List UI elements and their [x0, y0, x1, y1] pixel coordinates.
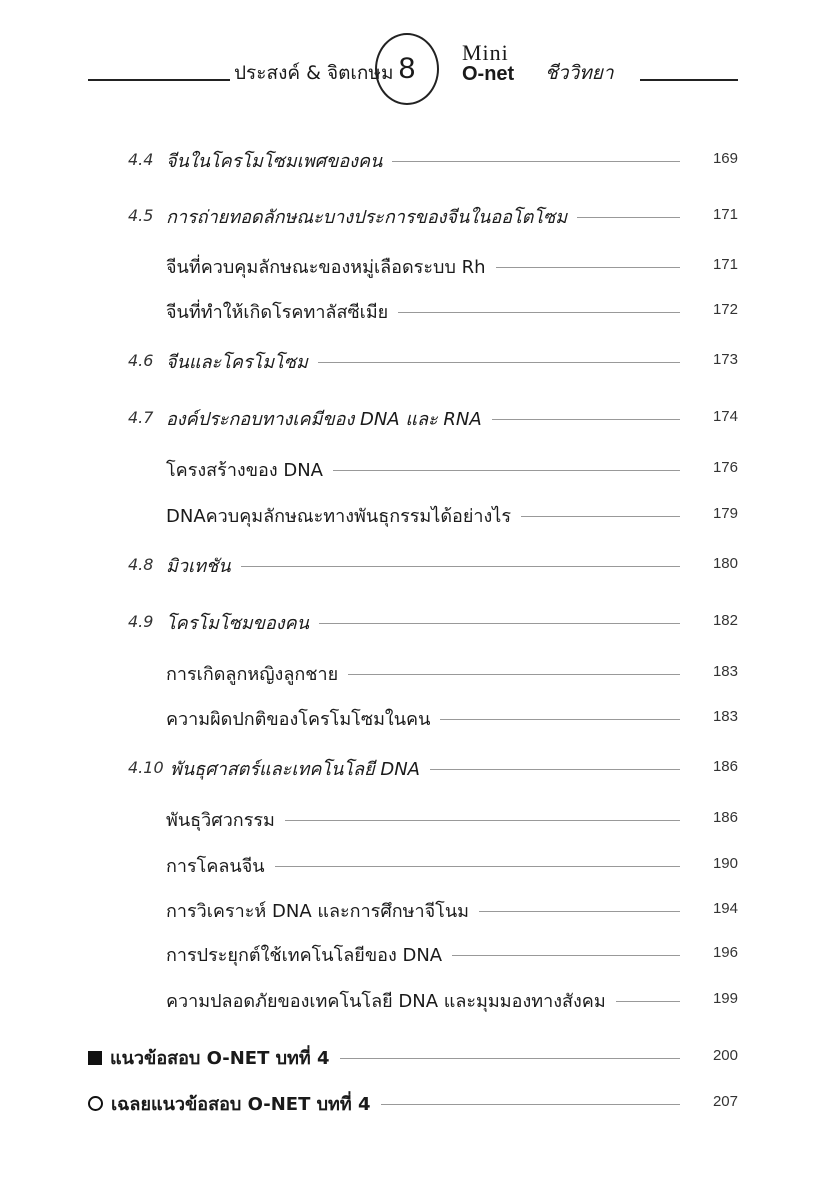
page-ref: 169	[712, 150, 738, 167]
entry-title: มิวเทชัน	[166, 556, 231, 577]
toc-entry[interactable]	[0, 343, 822, 373]
leader-line	[521, 516, 680, 517]
page-number: 8	[398, 52, 416, 85]
entry-title: การประยุกต์ใช้เทคโนโลยีของ DNA	[166, 945, 443, 966]
entry-title: จีนที่ควบคุมลักษณะของหมู่เลือดระบบ Rh	[166, 257, 486, 278]
toc-entry[interactable]	[0, 936, 822, 966]
leader-line	[479, 911, 680, 912]
entry-title: โครงสร้างของ DNA	[166, 460, 323, 481]
toc-entry[interactable]	[0, 497, 822, 527]
logo-line2: O-net	[462, 63, 515, 85]
entry-title: การวิเคราะห์ DNA และการศึกษาจีโนม	[166, 901, 470, 922]
toc-entry[interactable]	[0, 293, 822, 323]
entry-title: การถ่ายทอดลักษณะบางประการของจีนในออโตโซม	[166, 207, 568, 228]
leader-line	[381, 1104, 680, 1105]
leader-line	[318, 362, 680, 363]
leader-line	[348, 674, 680, 675]
leader-line	[241, 566, 680, 567]
entry-title-wrap	[166, 501, 511, 530]
leader-line	[452, 955, 680, 956]
page-ref: 182	[712, 612, 738, 629]
page-ref: 171	[712, 206, 738, 223]
entry-title-wrap	[166, 347, 308, 376]
toc-entry[interactable]	[0, 892, 822, 922]
page-ref: 196	[712, 944, 738, 961]
page-number-badge	[375, 33, 439, 105]
leader-line	[430, 769, 680, 770]
entry-title-wrap	[166, 608, 309, 637]
page-ref: 200	[712, 1047, 738, 1064]
leader-line	[492, 419, 680, 420]
page-ref: 186	[712, 809, 738, 826]
toc-entry[interactable]	[0, 847, 822, 877]
toc-entry[interactable]	[0, 1085, 822, 1115]
entry-title: โครโมโซมของคน	[166, 613, 309, 634]
leader-line	[392, 161, 680, 162]
page-ref: 171	[712, 256, 738, 273]
page-ref: 174	[712, 408, 738, 425]
entry-title-wrap	[166, 659, 338, 688]
entry-title: จีนในโครโมโซมเพศของคน	[166, 151, 383, 172]
toc-entry[interactable]	[0, 142, 822, 172]
toc-entry[interactable]	[0, 700, 822, 730]
leader-line	[285, 820, 680, 821]
page-ref: 183	[712, 708, 738, 725]
leader-line	[577, 217, 680, 218]
page-ref: 179	[712, 505, 738, 522]
entry-title: จีนและโครโมโซม	[166, 352, 308, 373]
entry-title-wrap	[166, 551, 231, 580]
entry-title-wrap	[166, 252, 486, 281]
entry-title-wrap	[166, 146, 382, 175]
entry-title: การโคลนจีน	[166, 856, 265, 877]
square-bullet-icon	[88, 1051, 102, 1065]
toc-entry[interactable]	[0, 750, 822, 780]
leader-line	[275, 866, 680, 867]
page-ref: 180	[712, 555, 738, 572]
header-authors: ประสงค์ & จิตเกษม	[234, 62, 394, 84]
entry-title: จีนที่ทำให้เกิดโรคทาลัสซีเมีย	[166, 302, 389, 323]
entry-title: ความปลอดภัยของเทคโนโลยี DNA และมุมมองทางสังคม	[166, 991, 606, 1012]
section-number: 4.4	[128, 150, 154, 169]
section-number: 4.10	[128, 758, 164, 777]
entry-title-wrap	[166, 940, 442, 969]
entry-title: พันธุศาสตร์และเทคโนโลยี DNA	[170, 759, 420, 780]
mini-onet-logo	[462, 42, 514, 84]
leader-line	[496, 267, 680, 268]
header-rule-right	[640, 79, 738, 81]
entry-title: การเกิดลูกหญิงลูกชาย	[166, 664, 339, 685]
page-ref: 183	[712, 663, 738, 680]
entry-title: แนวข้อสอบ O-NET บทที่ 4	[110, 1048, 330, 1069]
toc-entry[interactable]	[0, 547, 822, 577]
header-subject: ชีววิทยา	[545, 62, 614, 84]
section-number: 4.8	[128, 555, 154, 574]
toc-entry[interactable]	[0, 1039, 822, 1069]
entry-title: ความผิดปกติของโครโมโซมในคน	[166, 709, 431, 730]
toc-entry[interactable]	[0, 400, 822, 430]
entry-title-wrap	[88, 1089, 371, 1118]
entry-title-wrap	[166, 297, 388, 326]
entry-title-wrap	[88, 1043, 330, 1072]
page-header	[0, 0, 822, 110]
toc-entry[interactable]	[0, 982, 822, 1012]
entry-title-wrap	[170, 754, 420, 783]
leader-line	[398, 312, 680, 313]
entry-title: เฉลยแนวข้อสอบ O-NET บทที่ 4	[111, 1094, 371, 1115]
entry-title-wrap	[166, 986, 606, 1015]
entry-title-wrap	[166, 851, 265, 880]
page-ref: 190	[712, 855, 738, 872]
circle-bullet-icon	[88, 1096, 103, 1111]
entry-title: DNAควบคุมลักษณะทางพันธุกรรมได้อย่างไร	[166, 506, 512, 527]
leader-line	[440, 719, 680, 720]
section-number: 4.7	[128, 408, 154, 427]
entry-title-wrap	[166, 455, 323, 484]
leader-line	[616, 1001, 680, 1002]
page-ref: 207	[712, 1093, 738, 1110]
leader-line	[340, 1058, 680, 1059]
leader-line	[319, 623, 680, 624]
toc-entry[interactable]	[0, 655, 822, 685]
page-ref: 172	[712, 301, 738, 318]
page-ref: 176	[712, 459, 738, 476]
entry-title: องค์ประกอบทางเคมีของ DNA และ RNA	[166, 409, 482, 430]
toc-entry[interactable]	[0, 198, 822, 228]
logo-line1: Mini	[462, 40, 509, 65]
entry-title-wrap	[166, 896, 469, 925]
toc-entry[interactable]	[0, 451, 822, 481]
entry-title-wrap	[166, 704, 430, 733]
page-ref: 199	[712, 990, 738, 1007]
toc-entry[interactable]	[0, 801, 822, 831]
page-ref: 173	[712, 351, 738, 368]
page-ref: 194	[712, 900, 738, 917]
section-number: 4.6	[128, 351, 154, 370]
entry-title-wrap	[166, 202, 567, 231]
entry-title-wrap	[166, 805, 275, 834]
section-number: 4.5	[128, 206, 154, 225]
entry-title-wrap	[166, 404, 482, 433]
header-rule-left	[88, 79, 230, 81]
toc-entry[interactable]	[0, 604, 822, 634]
page-ref: 186	[712, 758, 738, 775]
entry-title: พันธุวิศวกรรม	[166, 810, 275, 831]
section-number: 4.9	[128, 612, 154, 631]
leader-line	[333, 470, 680, 471]
toc-entry[interactable]	[0, 248, 822, 278]
